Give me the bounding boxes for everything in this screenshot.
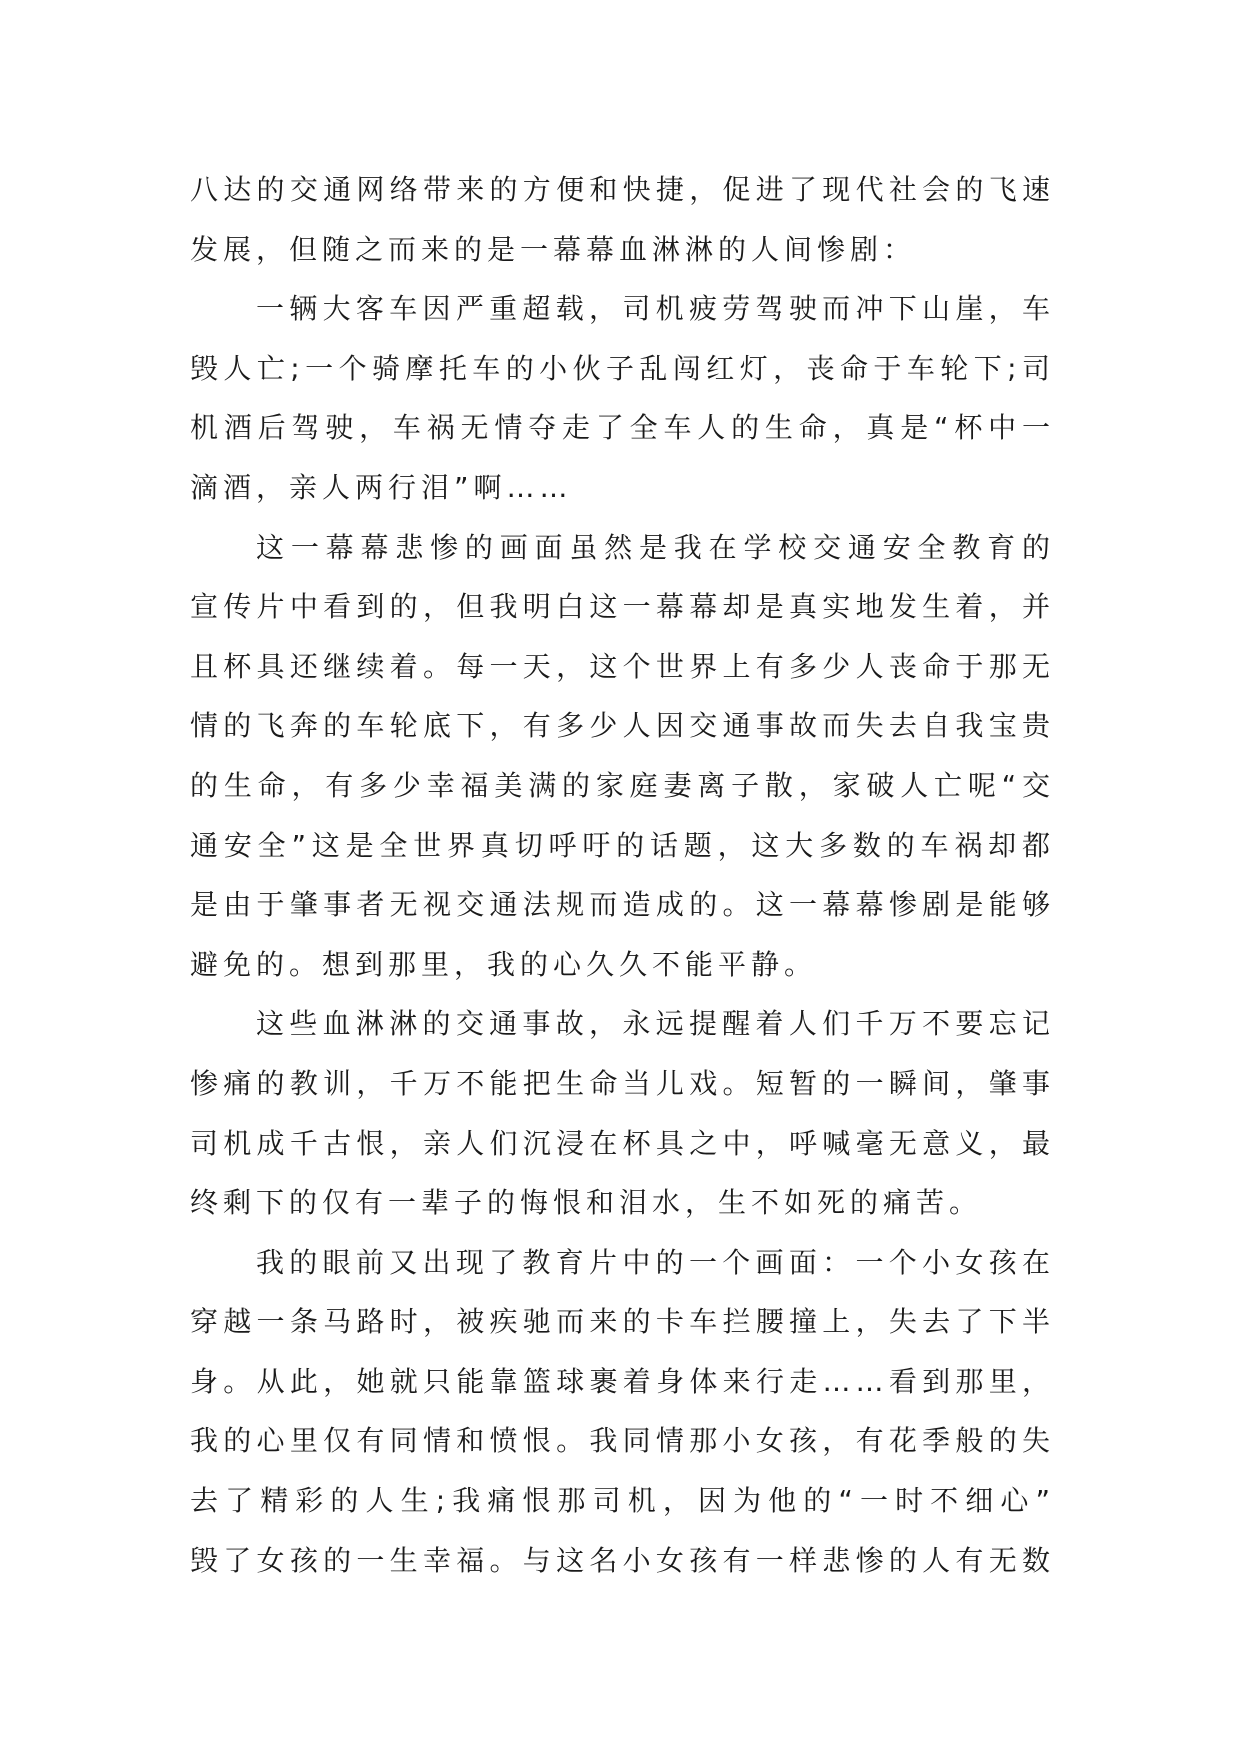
paragraph-first-line: 这一幕幕悲惨的画面虽然是我在学校交通安全教育的 [256, 530, 1055, 564]
text-line: 机酒后驾驶，车祸无情夺走了全车人的生命，真是“杯中一 [190, 411, 1055, 445]
text-line: 情的飞奔的车轮底下，有多少人因交通事故而失去自我宝贵 [190, 709, 1055, 743]
text-line: 惨痛的教训，千万不能把生命当儿戏。短暂的一瞬间，肇事 [190, 1066, 1055, 1100]
text-line: 通安全”这是全世界真切呼吁的话题，这大多数的车祸却都 [190, 828, 1055, 862]
text-line: 的生命，有多少幸福美满的家庭妻离子散，家破人亡呢“交 [190, 768, 1055, 802]
text-line: 八达的交通网络带来的方便和快捷，促进了现代社会的飞速 [190, 173, 1055, 206]
paragraph-first-line: 这些血淋淋的交通事故，永远提醒着人们千万不要忘记 [256, 1007, 1055, 1041]
text-line: 滴酒，亲人两行泪”啊…… [190, 470, 573, 504]
text-line: 司机成千古恨，亲人们沉浸在杯具之中，呼喊毫无意义，最 [190, 1126, 1055, 1160]
text-line: 宣传片中看到的，但我明白这一幕幕却是真实地发生着，并 [190, 590, 1055, 624]
text-line: 身。从此，她就只能靠篮球裹着身体来行走……看到那里， [190, 1364, 1055, 1398]
text-line: 毁人亡;一个骑摩托车的小伙子乱闯红灯，丧命于车轮下;司 [190, 351, 1055, 385]
text-line: 避免的。想到那里，我的心久久不能平静。 [190, 947, 818, 981]
text-line: 我的心里仅有同情和愤恨。我同情那小女孩，有花季般的失 [190, 1424, 1055, 1458]
text-line: 毁了女孩的一生幸福。与这名小女孩有一样悲惨的人有无数 [190, 1543, 1055, 1577]
text-line: 去了精彩的人生;我痛恨那司机，因为他的“一时不细心” [190, 1484, 1055, 1518]
paragraph-first-line: 一辆大客车因严重超载，司机疲劳驾驶而冲下山崖，车 [256, 292, 1055, 326]
text-line: 终剩下的仅有一辈子的悔恨和泪水，生不如死的痛苦。 [190, 1186, 983, 1220]
paragraph-first-line: 我的眼前又出现了教育片中的一个画面：一个小女孩在 [256, 1245, 1055, 1279]
text-line: 发展，但随之而来的是一幕幕血淋淋的人间惨剧： [190, 232, 917, 266]
text-line: 穿越一条马路时，被疾驰而来的卡车拦腰撞上，失去了下半 [190, 1305, 1055, 1339]
document-body [190, 160, 1055, 1590]
text-line: 且杯具还继续着。每一天，这个世界上有多少人丧命于那无 [190, 649, 1055, 683]
text-line: 是由于肇事者无视交通法规而造成的。这一幕幕惨剧是能够 [190, 888, 1055, 922]
